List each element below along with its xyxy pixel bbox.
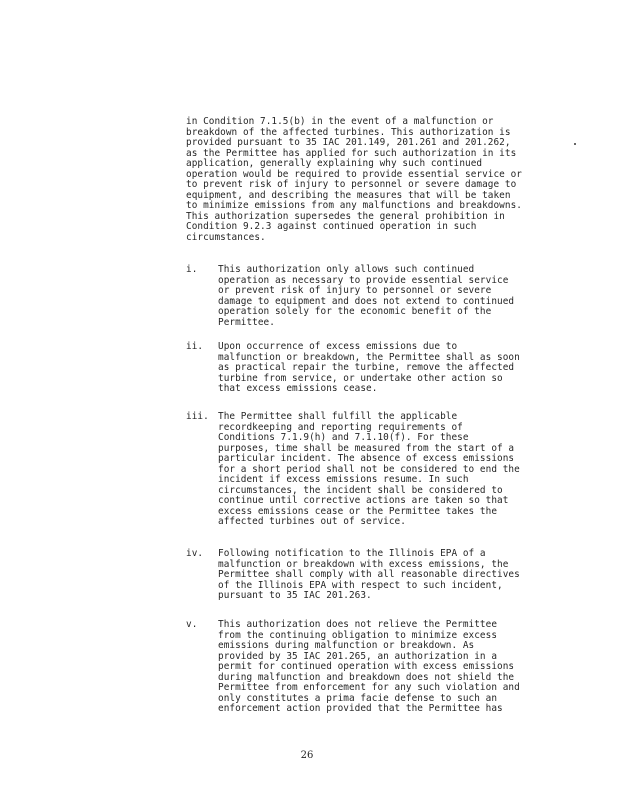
- item-numeral: i.: [186, 264, 198, 275]
- item-numeral: iii.: [186, 411, 209, 422]
- text-line: The Permittee shall fulfill the applicable: [218, 411, 458, 422]
- text-line: for a short period shall not be considered to end the: [218, 463, 520, 475]
- item-text: [218, 549, 568, 602]
- text-line: Permittee shall comply with all reasonable directives: [218, 569, 520, 580]
- text-line: as the Permittee has applied for such authorization in its: [186, 147, 517, 159]
- text-line: permit for continued operation with excess emissions: [218, 661, 515, 672]
- text-line: circumstances.: [186, 231, 266, 243]
- text-line: malfunction or breakdown, the Permittee shall as soon: [218, 351, 520, 363]
- text-line: equipment, and describing the measures that will be taken: [186, 189, 511, 201]
- text-line: This authorization does not relieve the Permittee: [218, 619, 498, 630]
- text-line: only constitutes a prima facie defense to such an: [218, 692, 498, 704]
- text-line: to minimize emissions from any malfunctions and breakdowns.: [186, 200, 522, 211]
- page-number: 26: [300, 750, 314, 761]
- text-line: in Condition 7.1.5(b) in the event of a malfunction or: [186, 116, 494, 127]
- text-line: provided by 35 IAC 201.265, an authorization in a: [218, 650, 498, 662]
- scan-artifact: [574, 143, 576, 145]
- text-line: Permittee from enforcement for any such violation and: [218, 682, 520, 693]
- text-line: operation solely for the economic benefit of the: [218, 306, 492, 317]
- text-line: malfunction or breakdown with excess emissions, the: [218, 558, 509, 570]
- text-line: Permittee.: [218, 316, 275, 328]
- text-line: application, generally explaining why such continued: [186, 158, 483, 169]
- text-line: of the Illinois EPA with respect to such incident,: [218, 579, 503, 591]
- item-numeral: v.: [186, 619, 198, 630]
- item-text: [218, 265, 568, 328]
- text-line: that excess emissions cease.: [218, 383, 378, 394]
- text-line: damage to equipment and does not extend to continued: [218, 295, 515, 307]
- text-line: as practical repair the turbine, remove the affected: [218, 362, 515, 373]
- text-line: Upon occurrence of excess emissions due to: [218, 341, 458, 352]
- item-numeral: ii.: [186, 341, 204, 352]
- text-line: to prevent risk of injury to personnel or severe damage to: [186, 179, 517, 190]
- text-line: circumstances, the incident shall be considered to: [218, 484, 503, 496]
- item-text: [218, 342, 568, 395]
- text-line: incident if excess emissions resume. In such: [218, 474, 469, 485]
- text-line: or prevent risk of injury to personnel or severe: [218, 285, 492, 296]
- item-text: [218, 412, 568, 528]
- text-line: continue until corrective actions are taken so that: [218, 495, 509, 506]
- text-line: operation as necessary to provide essential service: [218, 274, 509, 286]
- item-text: [218, 620, 568, 715]
- text-line: excess emissions cease or the Permittee takes the: [218, 505, 498, 517]
- text-line: recordkeeping and reporting requirements of: [218, 421, 463, 433]
- text-line: during malfunction and breakdown does not shield the: [218, 671, 515, 683]
- text-line: emissions during malfunction or breakdown. As: [218, 640, 475, 651]
- text-line: particular incident. The absence of excess emissions: [218, 453, 515, 464]
- text-line: purposes, time shall be measured from the start of a: [218, 442, 515, 454]
- text-line: breakdown of the affected turbines. This authorization is: [186, 126, 511, 138]
- text-line: This authorization only allows such continued: [218, 264, 475, 275]
- text-line: provided pursuant to 35 IAC 201.149, 201.261 and 201.262,: [186, 137, 511, 148]
- item-numeral: iv.: [186, 548, 204, 559]
- text-line: This authorization supersedes the general prohibition in: [186, 210, 505, 222]
- text-line: from the continuing obligation to minimize excess: [218, 629, 498, 641]
- text-line: Following notification to the Illinois EPA of a: [218, 548, 486, 559]
- intro-paragraph: [186, 117, 566, 243]
- text-line: pursuant to 35 IAC 201.263.: [218, 590, 372, 601]
- text-line: Conditions 7.1.9(h) and 7.1.10(f). For these: [218, 432, 469, 443]
- text-line: affected turbines out of service.: [218, 516, 406, 527]
- text-line: enforcement action provided that the Permittee has: [218, 703, 503, 714]
- text-line: turbine from service, or undertake other action so: [218, 372, 503, 384]
- text-line: Condition 9.2.3 against continued operation in such: [186, 221, 477, 232]
- text-line: operation would be required to provide essential service or: [186, 168, 522, 180]
